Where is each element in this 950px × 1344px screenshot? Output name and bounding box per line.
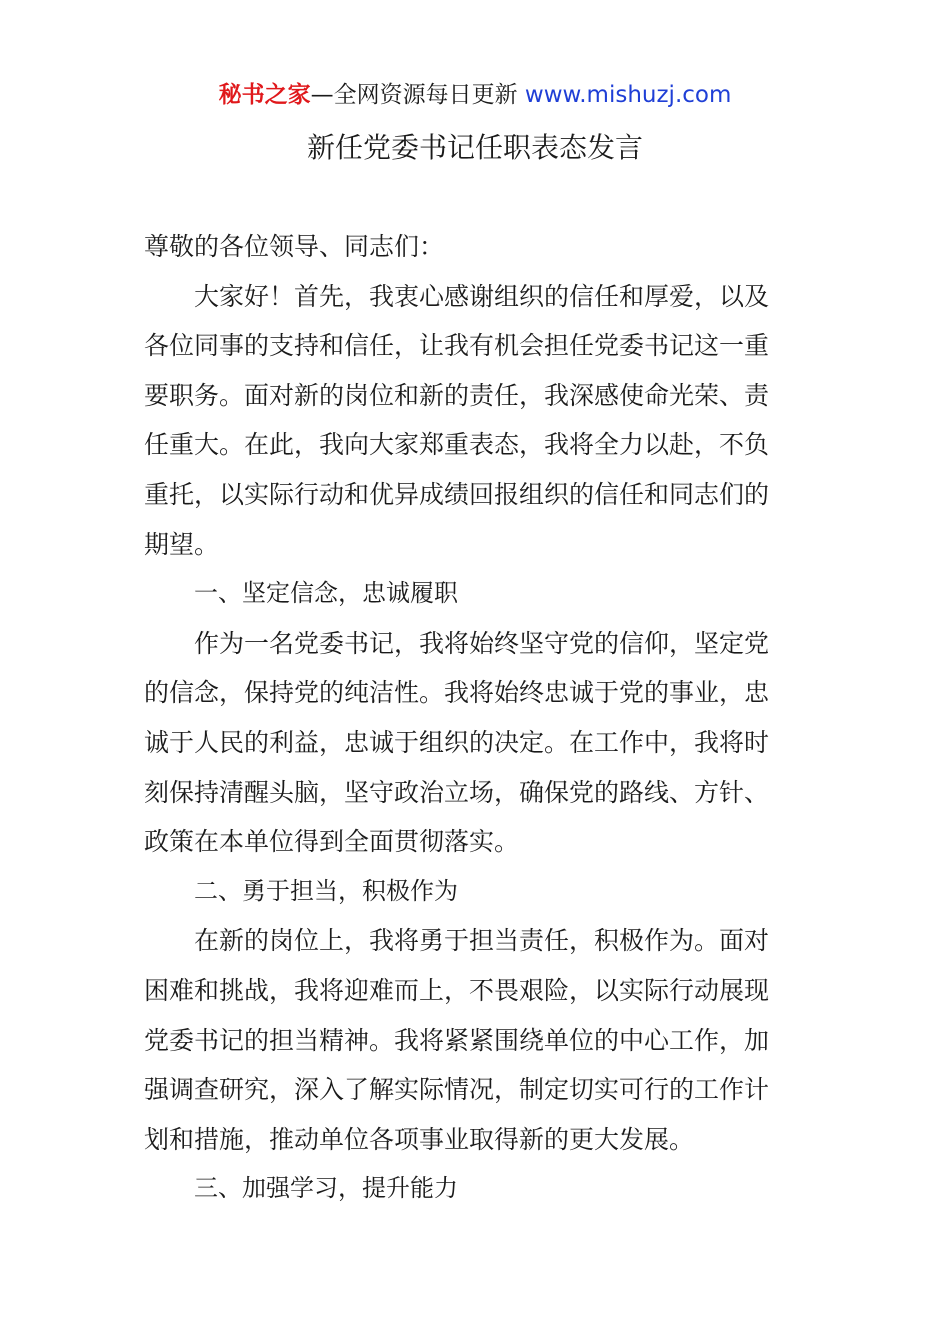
document-body: [144, 222, 808, 1214]
paragraph-line: 期望。: [144, 529, 220, 559]
paragraph-line: 的信念，保持党的纯洁性。我将始终忠诚于党的事业，忠: [144, 678, 770, 708]
document-title: 新任党委书记任职表态发言: [306, 131, 643, 164]
paragraph-line: 诚于人民的利益，忠诚于组织的决定。在工作中，我将时: [144, 727, 770, 757]
brand-name: 秘书之家: [218, 82, 311, 108]
paragraph-line: 困难和挑战，我将迎难而上，不畏艰险，以实际行动展现: [144, 975, 770, 1005]
paragraph-line: 要职务。面对新的岗位和新的责任，我深感使命光荣、责: [144, 380, 770, 410]
site-url-link[interactable]: www.mishuzj.com: [524, 82, 732, 108]
section-heading: 二、勇于担当，积极作为: [194, 876, 458, 905]
paragraph-line: 刻保持清醒头脑，坚守政治立场，确保党的路线、方针、: [144, 777, 770, 807]
paragraph-line: 大家好！首先，我衷心感谢组织的信任和厚爱，以及: [194, 281, 770, 311]
section-heading: 一、坚定信念，忠诚履职: [194, 579, 458, 608]
banner-tagline: —全网资源每日更新: [310, 82, 518, 108]
section-heading: 三、加强学习，提升能力: [194, 1174, 458, 1203]
site-banner: [0, 78, 950, 112]
paragraph-line: 党委书记的担当精神。我将紧紧围绕单位的中心工作，加: [144, 1025, 770, 1055]
paragraph-line: 重托，以实际行动和优异成绩回报组织的信任和同志们的: [144, 479, 770, 509]
paragraph-line: 政策在本单位得到全面贯彻落实。: [144, 827, 520, 857]
paragraph-line: 各位同事的支持和信任，让我有机会担任党委书记这一重: [144, 331, 770, 361]
paragraph-line: 在新的岗位上，我将勇于担当责任，积极作为。面对: [194, 926, 770, 956]
paragraph-line: 强调查研究，深入了解实际情况，制定切实可行的工作计: [144, 1075, 770, 1105]
paragraph-line: 划和措施，推动单位各项事业取得新的更大发展。: [144, 1124, 695, 1154]
salutation: 尊敬的各位领导、同志们：: [144, 232, 445, 261]
paragraph-line: 任重大。在此，我向大家郑重表态，我将全力以赴，不负: [144, 430, 770, 460]
paragraph-line: 作为一名党委书记，我将始终坚守党的信仰，坚定党: [194, 628, 770, 658]
